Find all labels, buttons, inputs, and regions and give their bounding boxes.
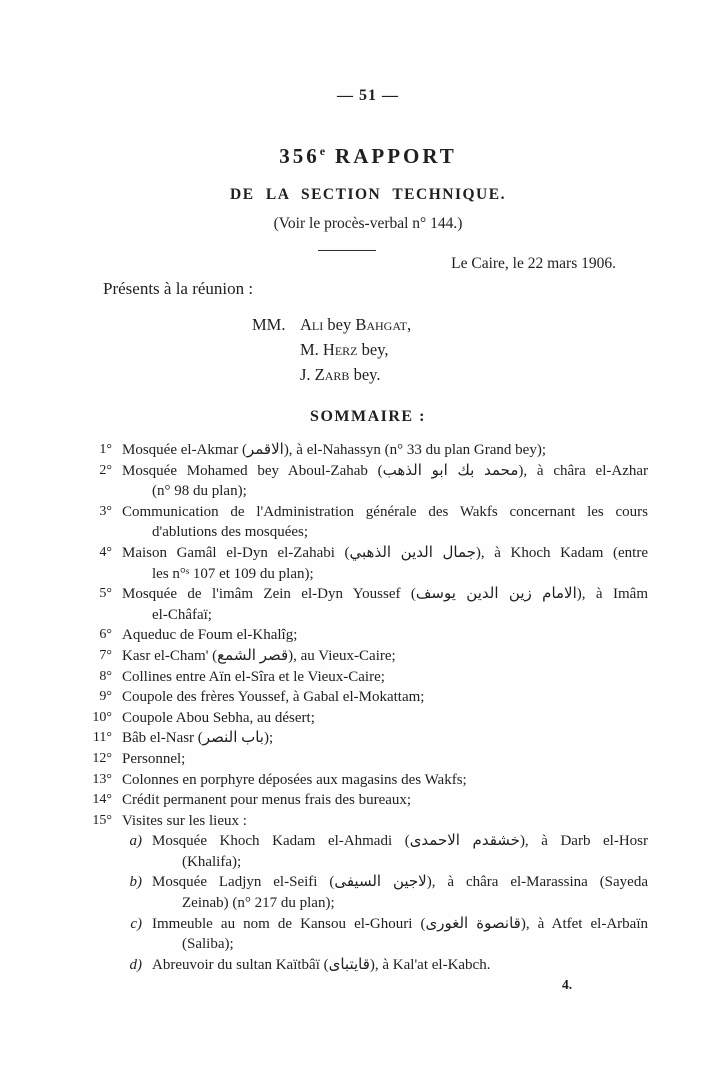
item-line: Kasr el-Cham' (قصر الشمع), au Vieux-Caire; (122, 647, 396, 664)
item-text (122, 811, 648, 832)
item-line: Coupole Abou Sebha, au désert; (122, 709, 315, 726)
item-line: Visites sur les lieux : (122, 812, 247, 829)
item-line: Communication de l'Administration générale des Wakfs concernant les cours (122, 503, 648, 520)
attendee-row (252, 362, 648, 387)
item-line: Immeuble au nom de Kansou el-Ghouri (قانصوة الغورى), à Atfet el-Arbaïn (152, 915, 648, 932)
item-line: Maison Gamâl el-Dyn el-Zahabi (جمال الدين الذهبي), à Khoch Kadam (entre (122, 544, 648, 561)
item-line: (Saliba); (182, 936, 234, 953)
item-text (122, 749, 648, 770)
item-line: Collines entre Aïn el-Sîra et le Vieux-Caire; (122, 668, 385, 685)
sommaire-item (88, 687, 648, 708)
sommaire-list (88, 440, 648, 975)
item-line: Mosquée Mohamed bey Aboul-Zahab (محمد بك ابو الذهب), à châra el-Azhar (122, 462, 649, 479)
sommaire-item (118, 955, 648, 976)
attendee-row (252, 337, 648, 362)
item-number: 1° (99, 442, 112, 457)
item-text (122, 770, 648, 791)
item-text (122, 502, 648, 543)
sommaire-item (88, 728, 648, 749)
item-text (122, 667, 648, 688)
item-line: Coupole des frères Youssef, à Gabal el-Mokattam; (122, 689, 425, 706)
sommaire-item (88, 646, 648, 667)
item-text (122, 440, 648, 461)
item-line: Abreuvoir du sultan Kaïtbâï (قايتباى), à Kal'at el-Kabch. (152, 956, 491, 973)
item-number: b) (129, 874, 142, 891)
attendee-list (252, 312, 648, 387)
item-number: 13° (92, 771, 112, 787)
item-text (152, 914, 648, 955)
page-number: — 51 — (337, 87, 399, 104)
item-number: 14° (92, 792, 112, 808)
attendee-row (252, 312, 648, 337)
item-line: Mosquée el-Akmar (الاقمر), à el-Nahassyn (n° 33 du plan Grand bey); (122, 442, 546, 458)
item-text (122, 790, 648, 811)
report-word: RAPPORT (335, 144, 457, 168)
sommaire-item (118, 831, 648, 872)
item-line: Colonnes en porphyre déposées aux magasins des Wakfs; (122, 771, 467, 788)
page-content (88, 0, 648, 994)
sommaire-item (88, 440, 648, 461)
reference-note: (Voir le procès-verbal n° 144.) (273, 215, 463, 232)
item-text (122, 543, 648, 584)
sommaire-item (88, 790, 648, 811)
item-line: (n° 98 du plan); (152, 483, 247, 500)
sommaire-item (88, 667, 648, 688)
item-text (122, 461, 648, 502)
item-number: d) (129, 956, 142, 973)
sommaire-title: SOMMAIRE : (310, 408, 426, 425)
item-number: c) (130, 915, 142, 932)
item-text (122, 687, 648, 708)
item-number: 3° (99, 503, 112, 519)
attendance-intro: Présents à la réunion : (103, 279, 254, 298)
report-number-ordinal: e (319, 144, 326, 158)
item-number: 12° (92, 750, 112, 766)
item-text (122, 584, 648, 625)
sommaire-item (88, 749, 648, 770)
sommaire-item (88, 461, 648, 502)
signature-mark: 4. (562, 977, 573, 993)
item-number: 11° (92, 730, 112, 746)
item-line: Crédit permanent pour menus frais des bureaux; (122, 792, 412, 809)
sommaire-item (118, 872, 648, 913)
sommaire-item (88, 584, 648, 625)
sommaire-item (88, 625, 648, 646)
item-line: Mosquée Khoch Kadam el-Ahmadi (خشقدم الاحمدى), à Darb el-Hosr (152, 833, 648, 850)
sommaire-item (88, 811, 648, 832)
attendee-name: M. Herz bey, (300, 340, 389, 359)
item-text (122, 708, 648, 729)
item-text (122, 646, 648, 667)
sommaire-item (88, 708, 648, 729)
item-number: 10° (92, 709, 112, 725)
dateline: Le Caire, le 22 mars 1906. (451, 255, 616, 272)
item-text (152, 872, 648, 913)
item-line: Mosquée de l'imâm Zein el-Dyn Youssef (الامام زين الدين يوسف), à Imâm (122, 586, 648, 603)
sommaire-item (88, 502, 648, 543)
item-line: Bâb el-Nasr (باب النصر); (122, 730, 274, 747)
item-text (152, 955, 648, 976)
sommaire-item (88, 543, 648, 584)
sommaire-item (118, 914, 648, 955)
item-line: el-Châfaï; (152, 606, 212, 623)
item-line: Zeinab) (n° 217 du plan); (182, 895, 335, 912)
item-number: 2° (99, 462, 112, 478)
item-number: a) (129, 833, 142, 850)
item-line: les n°ˢ 107 et 109 du plan); (152, 565, 314, 582)
item-number: 8° (99, 668, 112, 684)
item-line: Aqueduc de Foum el-Khalîg; (122, 627, 298, 644)
item-number: 9° (99, 689, 112, 705)
item-text (122, 625, 648, 646)
item-text (152, 831, 648, 872)
section-subtitle: DE LA SECTION TECHNIQUE. (230, 186, 506, 203)
item-text (122, 728, 648, 749)
divider-rule (318, 250, 376, 251)
item-number: 6° (99, 627, 112, 643)
attendee-prefix (252, 362, 300, 387)
attendee-name: J. Zarb bey. (300, 365, 381, 384)
item-number: 5° (99, 586, 112, 602)
item-line: (Khalifa); (182, 853, 242, 870)
attendee-prefix: MM. (252, 315, 286, 334)
attendee-name: Ali bey Bahgat, (300, 315, 412, 334)
report-title (88, 138, 648, 169)
report-number: 356 (279, 144, 320, 168)
item-line: d'ablutions des mosquées; (152, 524, 309, 541)
item-line: Personnel; (122, 750, 186, 767)
item-line: Mosquée Ladjyn el-Seifi (لاجين السيفى), à châra el-Marassina (Sayeda (152, 874, 649, 891)
item-number: 7° (99, 647, 112, 663)
item-number: 4° (99, 544, 112, 560)
item-number: 15° (92, 812, 112, 828)
attendee-prefix (252, 337, 300, 362)
sommaire-item (88, 770, 648, 791)
